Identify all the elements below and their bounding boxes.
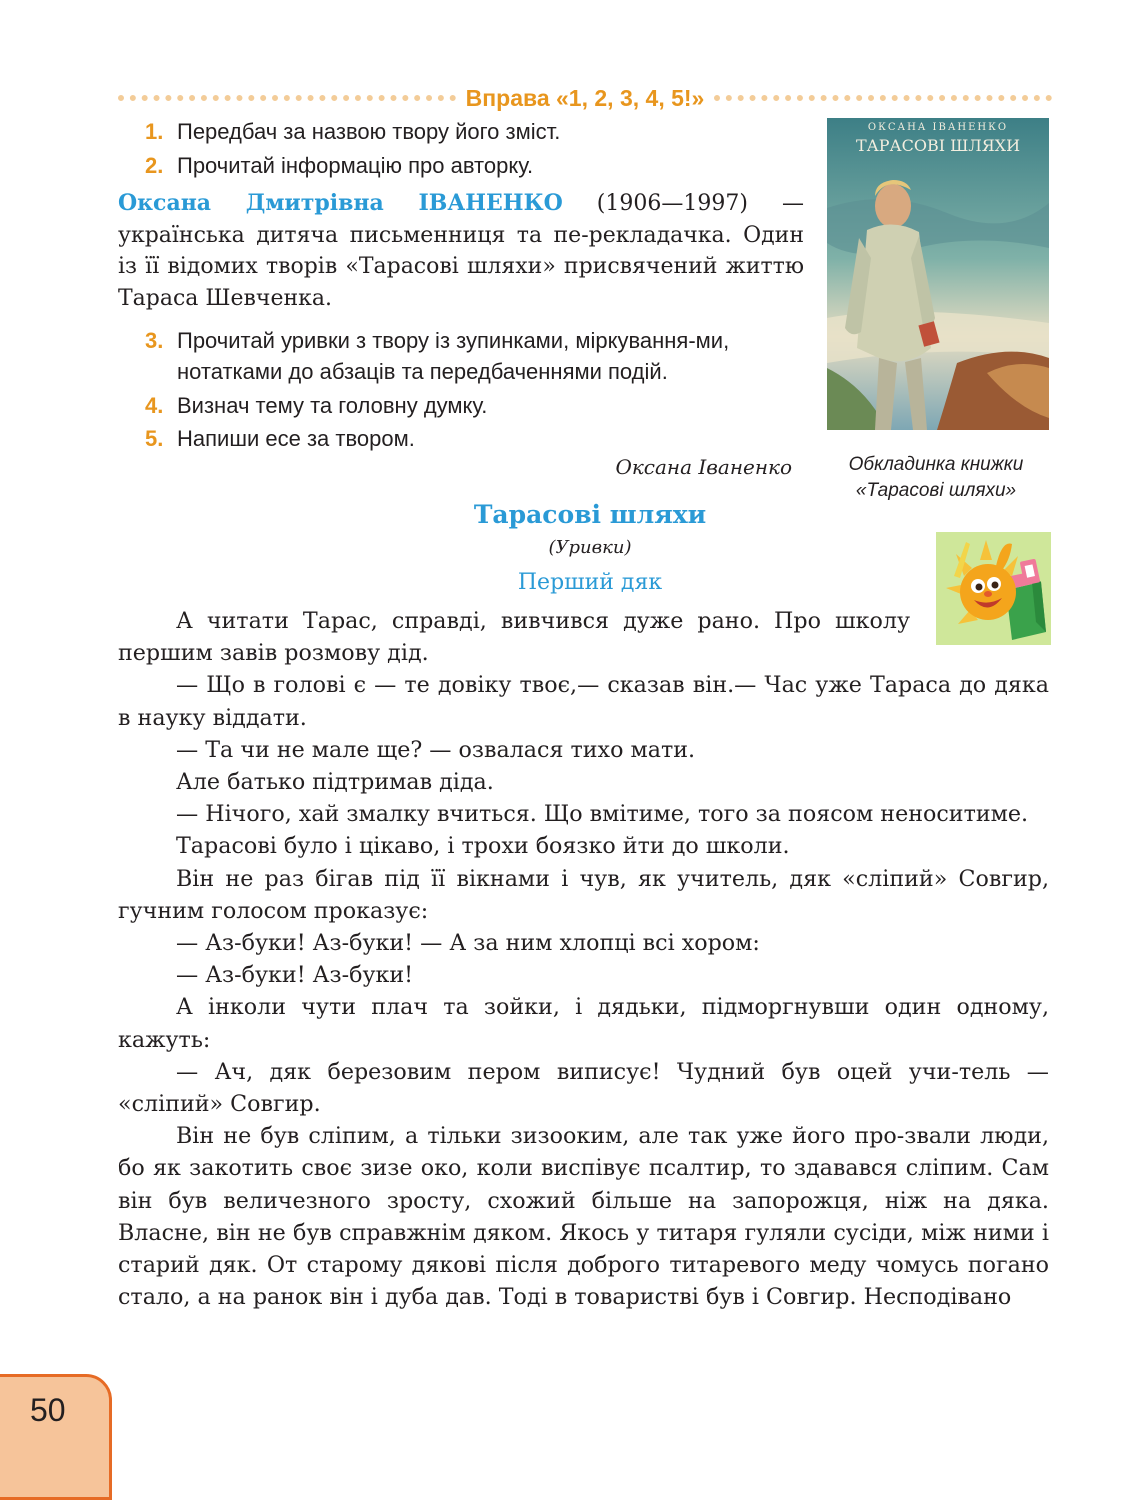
story-subtitle: (Уривки) (548, 537, 632, 558)
dotted-rule-left (118, 95, 456, 101)
story-title: Тарасові шляхи (473, 500, 707, 529)
task-number: 5. (145, 426, 164, 451)
story-paragraph: — Аз-буки! Аз-буки! — А за ним хлопці всі хором: (176, 930, 760, 957)
story-paragraph: А інколи чути плач та зойки, і дядьки, підморгнувши один одному, кажуть: (118, 994, 1049, 1053)
task-number: 3. (145, 328, 164, 353)
task-item-1 (145, 116, 805, 148)
story-paragraph: А читати Тарас, справді, вивчився дуже рано. Про школу першим завів розмову дід. (118, 608, 910, 667)
task-text: Визнач тему та головну думку. (177, 393, 488, 418)
story-paragraph: Тарасові було і цікаво, і трохи боязко йти до школи. (176, 833, 790, 860)
story-paragraph: Він не був сліпим, а тільки зизооким, але так уже його про-звали люди, бо як закотить своє зизе око, коли виспівує псалтир, то здавався сліпим. Сам він був величезного зросту, схожий більше на запорожця, ніж на дяка. Власне, він не був справжнім дяком. Якось у титаря гуляли сусіди, між ними і старий дяк. От старому дякові після доброго титаревого меду чомусь погано стало, а на ранок він і дуба дав. Тоді в товаристві був і Совгир. Несподівано (118, 1123, 1049, 1311)
story-paragraph: — Що в голові є — те довіку твоє,— сказав він.— Час уже Тараса до дяка в науку віддати. (118, 672, 1049, 731)
cover-caption (814, 452, 1058, 504)
story-author: Оксана Іваненко (615, 455, 792, 479)
story-paragraph: — Ач, дяк березовим пером виписує! Чудний був оцей учи-тель — «сліпий» Совгир. (118, 1058, 1049, 1118)
task-text: Напиши есе за твором. (177, 426, 415, 451)
task-number: 2. (145, 153, 164, 178)
story-paragraph: — Та чи не мале ще? — озвалася тихо мати. (176, 736, 696, 763)
task-number: 1. (145, 119, 164, 144)
exercise-title: Вправа «1, 2, 3, 4, 5!» (465, 84, 705, 111)
author-bio (118, 188, 804, 314)
exercise-header (118, 82, 1052, 114)
story-paragraph: Він не раз бігав під її вікнами і чув, як учитель, дяк «сліпий» Совгир, гучним голосом проказує: (118, 865, 1049, 924)
page-number: 50 (30, 1392, 66, 1428)
author-name: Оксана Дмитрівна ІВАНЕНКО (118, 190, 563, 216)
cover-author: ОКСАНА ІВАНЕНКО (867, 122, 1009, 133)
chapter-title: Перший дяк (517, 570, 663, 595)
task-item-3 (145, 325, 805, 387)
cover-title: ТАРАСОВІ ШЛЯХИ (855, 136, 1021, 155)
task-number: 4. (145, 393, 164, 418)
task-item-4 (145, 390, 805, 422)
task-text: Прочитай уривки з твору із зупинками, міркування-ми, нотатками до абзаців та передбаченнями подій. (177, 328, 730, 384)
author-bio-text: (1906—1997) — українська дитяча письменниця та пе-рекладачка. Один із її відомих творів «Тарасові шляхи» присвячений життю Тараса Шевченка. (118, 191, 804, 311)
story-text (118, 605, 1049, 1313)
cover-caption-line-1: Обкладинка книжки (848, 454, 1024, 475)
task-text: Прочитай інформацію про авторку. (177, 153, 534, 178)
task-item-2 (145, 150, 805, 182)
task-item-5 (145, 423, 805, 455)
story-paragraph: — Нічого, хай змалку вчиться. Що вмітиме, того за поясом неноситиме. (176, 801, 1029, 828)
dotted-rule-right (714, 95, 1052, 101)
cover-caption-line-2: «Тарасові шляхи» (855, 480, 1017, 501)
story-paragraph: — Аз-буки! Аз-буки! (176, 962, 414, 989)
task-text: Передбач за назвою твору його зміст. (177, 119, 561, 144)
book-cover-image (827, 118, 1049, 430)
story-paragraph: Але батько підтримав діда. (176, 769, 494, 796)
